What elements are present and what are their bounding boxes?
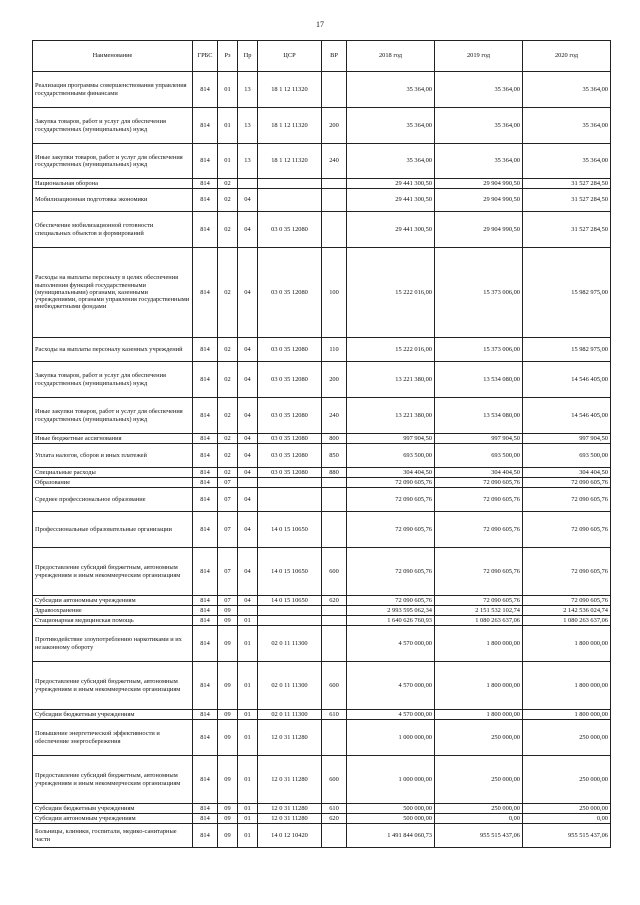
header-name: Наименование [33, 41, 193, 72]
cell-grbs: 814 [193, 626, 218, 662]
cell-grbs: 814 [193, 189, 218, 212]
cell-pr: 04 [238, 362, 258, 398]
table-row [33, 606, 611, 616]
cell-2018: 13 221 380,00 [347, 362, 435, 398]
cell-2020: 72 090 605,76 [523, 548, 611, 596]
cell-grbs: 814 [193, 72, 218, 108]
cell-2020: 72 090 605,76 [523, 596, 611, 606]
cell-rz: 09 [218, 710, 238, 720]
cell-name: Специальные расходы [33, 468, 193, 478]
cell-2020: 0,00 [523, 814, 611, 824]
table-row [33, 444, 611, 468]
cell-2020: 15 982 975,00 [523, 248, 611, 338]
header-csr: ЦСР [258, 41, 322, 72]
cell-vr: 610 [322, 710, 347, 720]
cell-csr: 03 0 35 12080 [258, 248, 322, 338]
table-row [33, 338, 611, 362]
cell-grbs: 814 [193, 434, 218, 444]
cell-2020: 14 546 405,00 [523, 398, 611, 434]
cell-2018: 29 441 300,50 [347, 179, 435, 189]
cell-grbs: 814 [193, 710, 218, 720]
cell-name: Национальная оборона [33, 179, 193, 189]
cell-2018: 693 500,00 [347, 444, 435, 468]
cell-vr: 600 [322, 662, 347, 710]
cell-2020: 72 090 605,76 [523, 512, 611, 548]
cell-grbs: 814 [193, 362, 218, 398]
cell-name: Среднее профессиональное образование [33, 488, 193, 512]
cell-2018: 2 993 595 062,34 [347, 606, 435, 616]
table-row [33, 824, 611, 848]
table-row [33, 212, 611, 248]
cell-2019: 35 364,00 [435, 144, 523, 179]
cell-grbs: 814 [193, 338, 218, 362]
cell-vr [322, 488, 347, 512]
cell-vr: 100 [322, 248, 347, 338]
cell-csr: 03 0 35 12080 [258, 398, 322, 434]
cell-2018: 15 222 016,00 [347, 248, 435, 338]
cell-2019: 13 534 080,00 [435, 398, 523, 434]
cell-2019: 1 800 000,00 [435, 710, 523, 720]
table-row [33, 468, 611, 478]
cell-2018: 72 090 605,76 [347, 596, 435, 606]
cell-vr [322, 72, 347, 108]
cell-2018: 72 090 605,76 [347, 548, 435, 596]
cell-2018: 15 222 016,00 [347, 338, 435, 362]
cell-csr: 18 1 12 11320 [258, 72, 322, 108]
cell-csr: 02 0 11 11300 [258, 662, 322, 710]
cell-rz: 09 [218, 662, 238, 710]
table-header-row [33, 41, 611, 72]
cell-2018: 13 221 380,00 [347, 398, 435, 434]
cell-2018: 29 441 300,50 [347, 212, 435, 248]
cell-rz: 02 [218, 179, 238, 189]
cell-csr: 03 0 35 12080 [258, 362, 322, 398]
table-row [33, 616, 611, 626]
cell-csr: 03 0 35 12080 [258, 212, 322, 248]
table-row [33, 488, 611, 512]
cell-grbs: 814 [193, 212, 218, 248]
cell-grbs: 814 [193, 488, 218, 512]
cell-grbs: 814 [193, 720, 218, 756]
table-row [33, 72, 611, 108]
cell-2019: 15 373 006,00 [435, 338, 523, 362]
cell-vr [322, 189, 347, 212]
cell-name: Расходы на выплаты персоналу в целях обеспечения выполнения функций государственными (муниципальными) органами, казенными учреждениями, органами управления государственными внебюджетными фондами [33, 248, 193, 338]
cell-grbs: 814 [193, 606, 218, 616]
table-body [33, 72, 611, 848]
cell-rz: 07 [218, 596, 238, 606]
cell-csr: 02 0 11 11300 [258, 710, 322, 720]
cell-csr: 14 0 15 10650 [258, 512, 322, 548]
cell-pr: 13 [238, 108, 258, 144]
cell-pr [238, 606, 258, 616]
cell-2019: 72 090 605,76 [435, 478, 523, 488]
header-rz: Рз [218, 41, 238, 72]
cell-2019: 0,00 [435, 814, 523, 824]
cell-name: Обеспечение мобилизационной готовности специальных объектов и формирований [33, 212, 193, 248]
cell-grbs: 814 [193, 179, 218, 189]
cell-rz: 09 [218, 626, 238, 662]
cell-vr: 600 [322, 548, 347, 596]
cell-pr: 04 [238, 212, 258, 248]
cell-name: Закупка товаров, работ и услуг для обеспечения государственных (муниципальных) нужд [33, 362, 193, 398]
cell-csr: 03 0 35 12080 [258, 434, 322, 444]
cell-grbs: 814 [193, 478, 218, 488]
cell-name: Субсидии автономным учреждениям [33, 814, 193, 824]
cell-2018: 72 090 605,76 [347, 488, 435, 512]
budget-table [32, 40, 611, 848]
table-row [33, 804, 611, 814]
table-row [33, 398, 611, 434]
cell-rz: 01 [218, 108, 238, 144]
cell-2020: 1 800 000,00 [523, 710, 611, 720]
cell-2018: 4 570 000,00 [347, 626, 435, 662]
cell-vr [322, 720, 347, 756]
cell-2020: 15 982 975,00 [523, 338, 611, 362]
cell-vr: 240 [322, 144, 347, 179]
cell-grbs: 814 [193, 616, 218, 626]
cell-2020: 1 800 000,00 [523, 626, 611, 662]
cell-csr: 12 0 31 11280 [258, 814, 322, 824]
cell-pr: 01 [238, 626, 258, 662]
table-row [33, 756, 611, 804]
cell-name: Мобилизационная подготовка экономики [33, 189, 193, 212]
cell-csr: 14 0 15 10650 [258, 548, 322, 596]
cell-name: Профессиональные образовательные организации [33, 512, 193, 548]
cell-grbs: 814 [193, 512, 218, 548]
cell-name: Предоставление субсидий бюджетным, автономным учреждениям и иным некоммерческим организациям [33, 756, 193, 804]
cell-2018: 29 441 300,50 [347, 189, 435, 212]
cell-2020: 2 142 536 024,74 [523, 606, 611, 616]
cell-rz: 07 [218, 512, 238, 548]
cell-2020: 35 364,00 [523, 108, 611, 144]
header-vr: ВР [322, 41, 347, 72]
cell-2019: 72 090 605,76 [435, 488, 523, 512]
table-row [33, 720, 611, 756]
cell-2018: 4 570 000,00 [347, 710, 435, 720]
cell-rz: 02 [218, 362, 238, 398]
cell-2020: 250 000,00 [523, 804, 611, 814]
cell-pr: 01 [238, 720, 258, 756]
cell-csr: 03 0 35 12080 [258, 444, 322, 468]
cell-vr: 620 [322, 814, 347, 824]
cell-name: Субсидии бюджетным учреждениям [33, 710, 193, 720]
cell-rz: 02 [218, 189, 238, 212]
cell-grbs: 814 [193, 596, 218, 606]
cell-rz: 02 [218, 248, 238, 338]
cell-rz: 09 [218, 804, 238, 814]
cell-2019: 250 000,00 [435, 756, 523, 804]
cell-2020: 1 080 263 637,06 [523, 616, 611, 626]
cell-name: Противодействие злоупотреблению наркотиками и их незаконному обороту [33, 626, 193, 662]
cell-grbs: 814 [193, 144, 218, 179]
cell-rz: 07 [218, 488, 238, 512]
cell-rz: 02 [218, 338, 238, 362]
table-row [33, 710, 611, 720]
cell-rz: 01 [218, 72, 238, 108]
header-grbs: ГРБС [193, 41, 218, 72]
cell-2018: 1 000 000,00 [347, 720, 435, 756]
cell-csr: 03 0 35 12080 [258, 338, 322, 362]
table-row [33, 144, 611, 179]
cell-name: Предоставление субсидий бюджетным, автономным учреждениям и иным некоммерческим организациям [33, 548, 193, 596]
table-row [33, 108, 611, 144]
cell-2020: 72 090 605,76 [523, 478, 611, 488]
cell-2019: 13 534 080,00 [435, 362, 523, 398]
cell-vr: 620 [322, 596, 347, 606]
cell-2018: 4 570 000,00 [347, 662, 435, 710]
cell-pr: 13 [238, 144, 258, 179]
cell-2020: 31 527 284,50 [523, 179, 611, 189]
cell-pr [238, 478, 258, 488]
cell-pr: 04 [238, 596, 258, 606]
table-row [33, 248, 611, 338]
cell-rz: 09 [218, 616, 238, 626]
cell-2019: 304 404,50 [435, 468, 523, 478]
cell-vr: 240 [322, 398, 347, 434]
cell-2020: 35 364,00 [523, 144, 611, 179]
cell-2019: 1 800 000,00 [435, 626, 523, 662]
cell-csr [258, 616, 322, 626]
cell-pr: 04 [238, 189, 258, 212]
cell-name: Больницы, клиники, госпитали, медико-санитарные части [33, 824, 193, 848]
cell-2020: 1 800 000,00 [523, 662, 611, 710]
header-2019: 2019 год [435, 41, 523, 72]
cell-pr: 01 [238, 756, 258, 804]
cell-2019: 35 364,00 [435, 108, 523, 144]
cell-grbs: 814 [193, 248, 218, 338]
cell-pr: 04 [238, 248, 258, 338]
cell-name: Субсидии бюджетным учреждениям [33, 804, 193, 814]
cell-pr: 13 [238, 72, 258, 108]
cell-2019: 72 090 605,76 [435, 596, 523, 606]
cell-grbs: 814 [193, 108, 218, 144]
cell-rz: 09 [218, 720, 238, 756]
cell-vr [322, 179, 347, 189]
table-row [33, 626, 611, 662]
cell-2020: 31 527 284,50 [523, 212, 611, 248]
cell-2019: 35 364,00 [435, 72, 523, 108]
cell-2020: 250 000,00 [523, 756, 611, 804]
cell-grbs: 814 [193, 662, 218, 710]
cell-2018: 35 364,00 [347, 72, 435, 108]
cell-csr [258, 179, 322, 189]
cell-2020: 35 364,00 [523, 72, 611, 108]
cell-name: Иные закупки товаров, работ и услуг для обеспечения государственных (муниципальных) нужд [33, 144, 193, 179]
cell-2019: 250 000,00 [435, 804, 523, 814]
cell-2019: 693 500,00 [435, 444, 523, 468]
cell-2018: 35 364,00 [347, 108, 435, 144]
cell-vr [322, 478, 347, 488]
cell-pr: 04 [238, 468, 258, 478]
cell-2018: 1 640 626 760,93 [347, 616, 435, 626]
table-row [33, 596, 611, 606]
cell-rz: 07 [218, 478, 238, 488]
cell-csr: 18 1 12 11320 [258, 108, 322, 144]
cell-pr: 01 [238, 814, 258, 824]
cell-2018: 500 000,00 [347, 804, 435, 814]
table-row [33, 179, 611, 189]
cell-2018: 997 904,50 [347, 434, 435, 444]
cell-pr: 01 [238, 710, 258, 720]
cell-rz: 02 [218, 468, 238, 478]
cell-2018: 1 000 000,00 [347, 756, 435, 804]
cell-name: Закупка товаров, работ и услуг для обеспечения государственных (муниципальных) нужд [33, 108, 193, 144]
cell-grbs: 814 [193, 468, 218, 478]
cell-rz: 09 [218, 756, 238, 804]
cell-vr [322, 616, 347, 626]
cell-csr [258, 189, 322, 212]
cell-vr [322, 512, 347, 548]
cell-rz: 02 [218, 434, 238, 444]
cell-rz: 07 [218, 548, 238, 596]
table-row [33, 814, 611, 824]
table-row [33, 362, 611, 398]
cell-2020: 72 090 605,76 [523, 488, 611, 512]
cell-name: Иные бюджетные ассигнования [33, 434, 193, 444]
cell-csr: 12 0 31 11280 [258, 804, 322, 814]
table-row [33, 512, 611, 548]
cell-2020: 693 500,00 [523, 444, 611, 468]
cell-rz: 02 [218, 444, 238, 468]
cell-grbs: 814 [193, 398, 218, 434]
cell-2019: 72 090 605,76 [435, 512, 523, 548]
cell-name: Предоставление субсидий бюджетным, автономным учреждениям и иным некоммерческим организациям [33, 662, 193, 710]
table-row [33, 662, 611, 710]
cell-pr: 04 [238, 338, 258, 362]
cell-2019: 29 904 990,50 [435, 179, 523, 189]
cell-grbs: 814 [193, 548, 218, 596]
cell-2018: 500 000,00 [347, 814, 435, 824]
cell-csr: 14 0 12 10420 [258, 824, 322, 848]
cell-vr: 610 [322, 804, 347, 814]
cell-vr: 110 [322, 338, 347, 362]
cell-2019: 250 000,00 [435, 720, 523, 756]
cell-csr: 14 0 15 10650 [258, 596, 322, 606]
cell-rz: 02 [218, 212, 238, 248]
cell-2019: 29 904 990,50 [435, 212, 523, 248]
cell-csr: 12 0 31 11280 [258, 756, 322, 804]
cell-2019: 997 904,50 [435, 434, 523, 444]
cell-2020: 955 515 437,06 [523, 824, 611, 848]
table-row [33, 434, 611, 444]
cell-2019: 2 151 532 102,74 [435, 606, 523, 616]
cell-name: Субсидии автономным учреждениям [33, 596, 193, 606]
cell-vr: 200 [322, 108, 347, 144]
page-number: 17 [316, 20, 324, 29]
cell-pr: 04 [238, 488, 258, 512]
cell-vr: 200 [322, 362, 347, 398]
cell-name: Расходы на выплаты персоналу казенных учреждений [33, 338, 193, 362]
cell-2018: 72 090 605,76 [347, 512, 435, 548]
cell-grbs: 814 [193, 444, 218, 468]
cell-2020: 997 904,50 [523, 434, 611, 444]
cell-csr [258, 478, 322, 488]
cell-name: Реализация программы совершенствования управления государственными финансами [33, 72, 193, 108]
header-2020: 2020 год [523, 41, 611, 72]
cell-pr: 04 [238, 434, 258, 444]
cell-2019: 955 515 437,06 [435, 824, 523, 848]
cell-pr: 04 [238, 548, 258, 596]
cell-name: Здравоохранение [33, 606, 193, 616]
cell-vr: 880 [322, 468, 347, 478]
cell-2019: 1 080 263 637,06 [435, 616, 523, 626]
cell-pr: 04 [238, 398, 258, 434]
cell-rz: 09 [218, 606, 238, 616]
cell-pr [238, 179, 258, 189]
cell-2020: 304 404,50 [523, 468, 611, 478]
table-row [33, 189, 611, 212]
cell-name: Повышение энергетической эффективности и обеспечение энергосбережения [33, 720, 193, 756]
cell-vr: 850 [322, 444, 347, 468]
cell-grbs: 814 [193, 814, 218, 824]
table-row [33, 548, 611, 596]
cell-name: Стационарная медицинская помощь [33, 616, 193, 626]
table-row [33, 478, 611, 488]
cell-2018: 72 090 605,76 [347, 478, 435, 488]
header-2018: 2018 год [347, 41, 435, 72]
cell-2018: 304 404,50 [347, 468, 435, 478]
cell-2019: 72 090 605,76 [435, 548, 523, 596]
cell-pr: 04 [238, 512, 258, 548]
header-pr: Пр [238, 41, 258, 72]
cell-csr: 18 1 12 11320 [258, 144, 322, 179]
cell-name: Уплата налогов, сборов и иных платежей [33, 444, 193, 468]
cell-vr: 600 [322, 756, 347, 804]
cell-csr: 03 0 35 12080 [258, 468, 322, 478]
cell-vr [322, 606, 347, 616]
cell-csr: 12 0 31 11280 [258, 720, 322, 756]
cell-vr [322, 824, 347, 848]
cell-grbs: 814 [193, 756, 218, 804]
cell-2020: 31 527 284,50 [523, 189, 611, 212]
cell-2019: 29 904 990,50 [435, 189, 523, 212]
cell-csr [258, 488, 322, 512]
cell-rz: 09 [218, 824, 238, 848]
cell-2020: 14 546 405,00 [523, 362, 611, 398]
cell-2019: 1 800 000,00 [435, 662, 523, 710]
cell-2020: 250 000,00 [523, 720, 611, 756]
cell-pr: 01 [238, 824, 258, 848]
cell-pr: 01 [238, 616, 258, 626]
cell-vr [322, 212, 347, 248]
cell-csr [258, 606, 322, 616]
cell-pr: 04 [238, 444, 258, 468]
cell-rz: 01 [218, 144, 238, 179]
cell-name: Образование [33, 478, 193, 488]
cell-name: Иные закупки товаров, работ и услуг для обеспечения государственных (муниципальных) нужд [33, 398, 193, 434]
cell-2018: 35 364,00 [347, 144, 435, 179]
cell-2018: 1 491 844 060,73 [347, 824, 435, 848]
cell-vr [322, 626, 347, 662]
cell-pr: 01 [238, 662, 258, 710]
cell-grbs: 814 [193, 804, 218, 814]
cell-csr: 02 0 11 11300 [258, 626, 322, 662]
cell-pr: 01 [238, 804, 258, 814]
cell-2019: 15 373 006,00 [435, 248, 523, 338]
cell-rz: 09 [218, 814, 238, 824]
cell-vr: 800 [322, 434, 347, 444]
cell-grbs: 814 [193, 824, 218, 848]
cell-rz: 02 [218, 398, 238, 434]
